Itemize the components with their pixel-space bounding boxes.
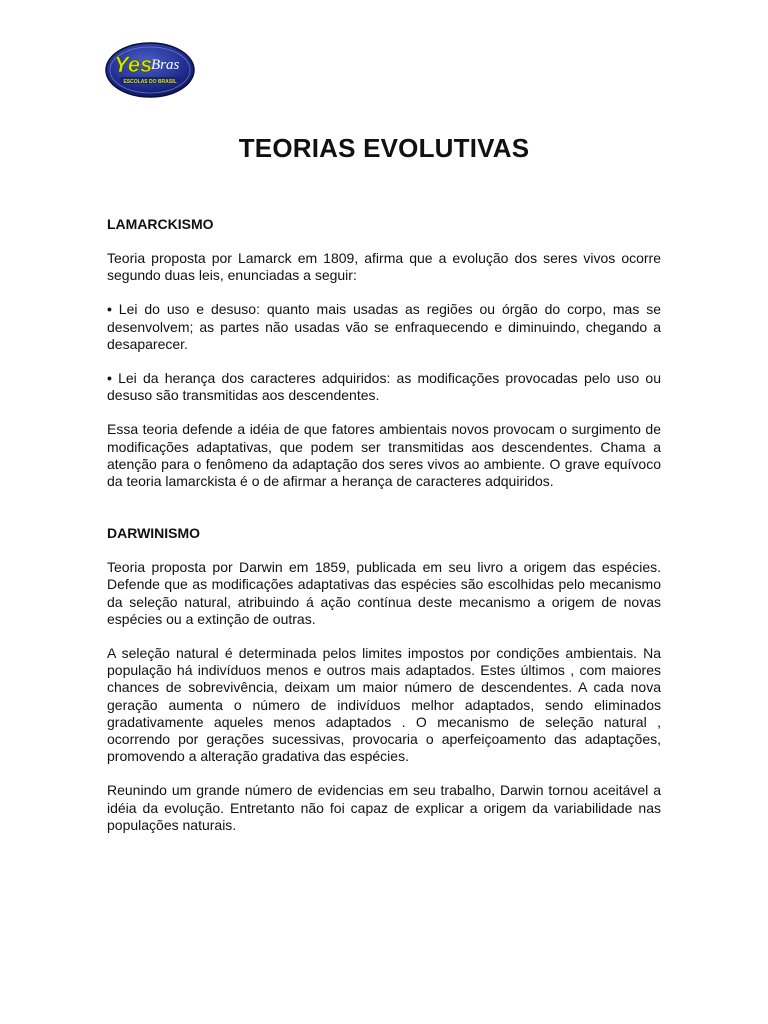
paragraph: Reunindo um grande número de evidencias em seu trabalho, Darwin tornou aceitável a idéia da evolução. Entretanto não foi capaz de explicar a origem da variabilidade nas populações naturais. <box>107 782 661 833</box>
section-lamarckismo <box>107 216 661 490</box>
paragraph: Essa teoria defende a idéia de que fatores ambientais novos provocam o surgimento de modificações adaptativas, que podem ser transmitidas aos descendentes. Chama a atenção para o fenômeno da adaptação dos seres vivos ao ambiente. O grave equívoco da teoria lamarckista é o de afirmar a herança de caracteres adquiridos. <box>107 421 661 490</box>
section-heading: DARWINISMO <box>107 525 201 542</box>
logo-bras-text: Bras <box>151 57 180 73</box>
yesbras-logo <box>104 40 196 100</box>
paragraph: Teoria proposta por Lamarck em 1809, afirma que a evolução dos seres vivos ocorre segundo duas leis, enunciadas a seguir: <box>107 250 661 284</box>
bullet-paragraph <box>107 370 661 404</box>
paragraph: Teoria proposta por Darwin em 1859, publicada em seu livro a origem das espécies. Defende que as modificações adaptativas das espécies são escolhidas pelo mecanismo da seleção natural, atribuindo á ação contínua deste mecanismo a origem de novas espécies ou a extinção de outras. <box>107 559 661 627</box>
bullet-text: Lei da herança dos caracteres adquiridos: as modificações provocadas pelo uso ou desuso são transmitidas aos descendentes. <box>107 370 661 404</box>
document-body <box>107 216 661 834</box>
paragraph: A seleção natural é determinada pelos limites impostos por condições ambientais. Na população há indivíduos menos e outros mais adaptados. Estes últimos , com maiores chances de sobrevivência, deixam um maior número de descendentes. A cada nova geração aumenta o número de indivíduos melhor adaptados, sendo eliminados gradativamente aqueles menos adaptados . O mecanismo de seleção natural , ocorrendo por gerações sucessivas, provocaria o aperfeiçoamento das adaptações, promovendo a alteração gradativa das espécies. <box>107 645 661 765</box>
bullet-text: Lei do uso e desuso: quanto mais usadas as regiões ou órgão do corpo, mas se desenvolvem; as partes não usadas vão se enfraquecendo e diminuindo, chegando a desaparecer. <box>107 301 661 352</box>
logo-tagline: ESCOLAS DO BRASIL <box>123 79 177 85</box>
section-heading: LAMARCKISMO <box>107 216 214 232</box>
section-darwinismo <box>107 525 661 834</box>
bullet-symbol: • <box>107 370 112 387</box>
bullet-symbol: • <box>107 301 112 318</box>
bullet-paragraph <box>107 301 661 353</box>
logo-yes-text: Yes <box>114 52 153 77</box>
page-title: TEORIAS EVOLUTIVAS <box>238 133 530 163</box>
